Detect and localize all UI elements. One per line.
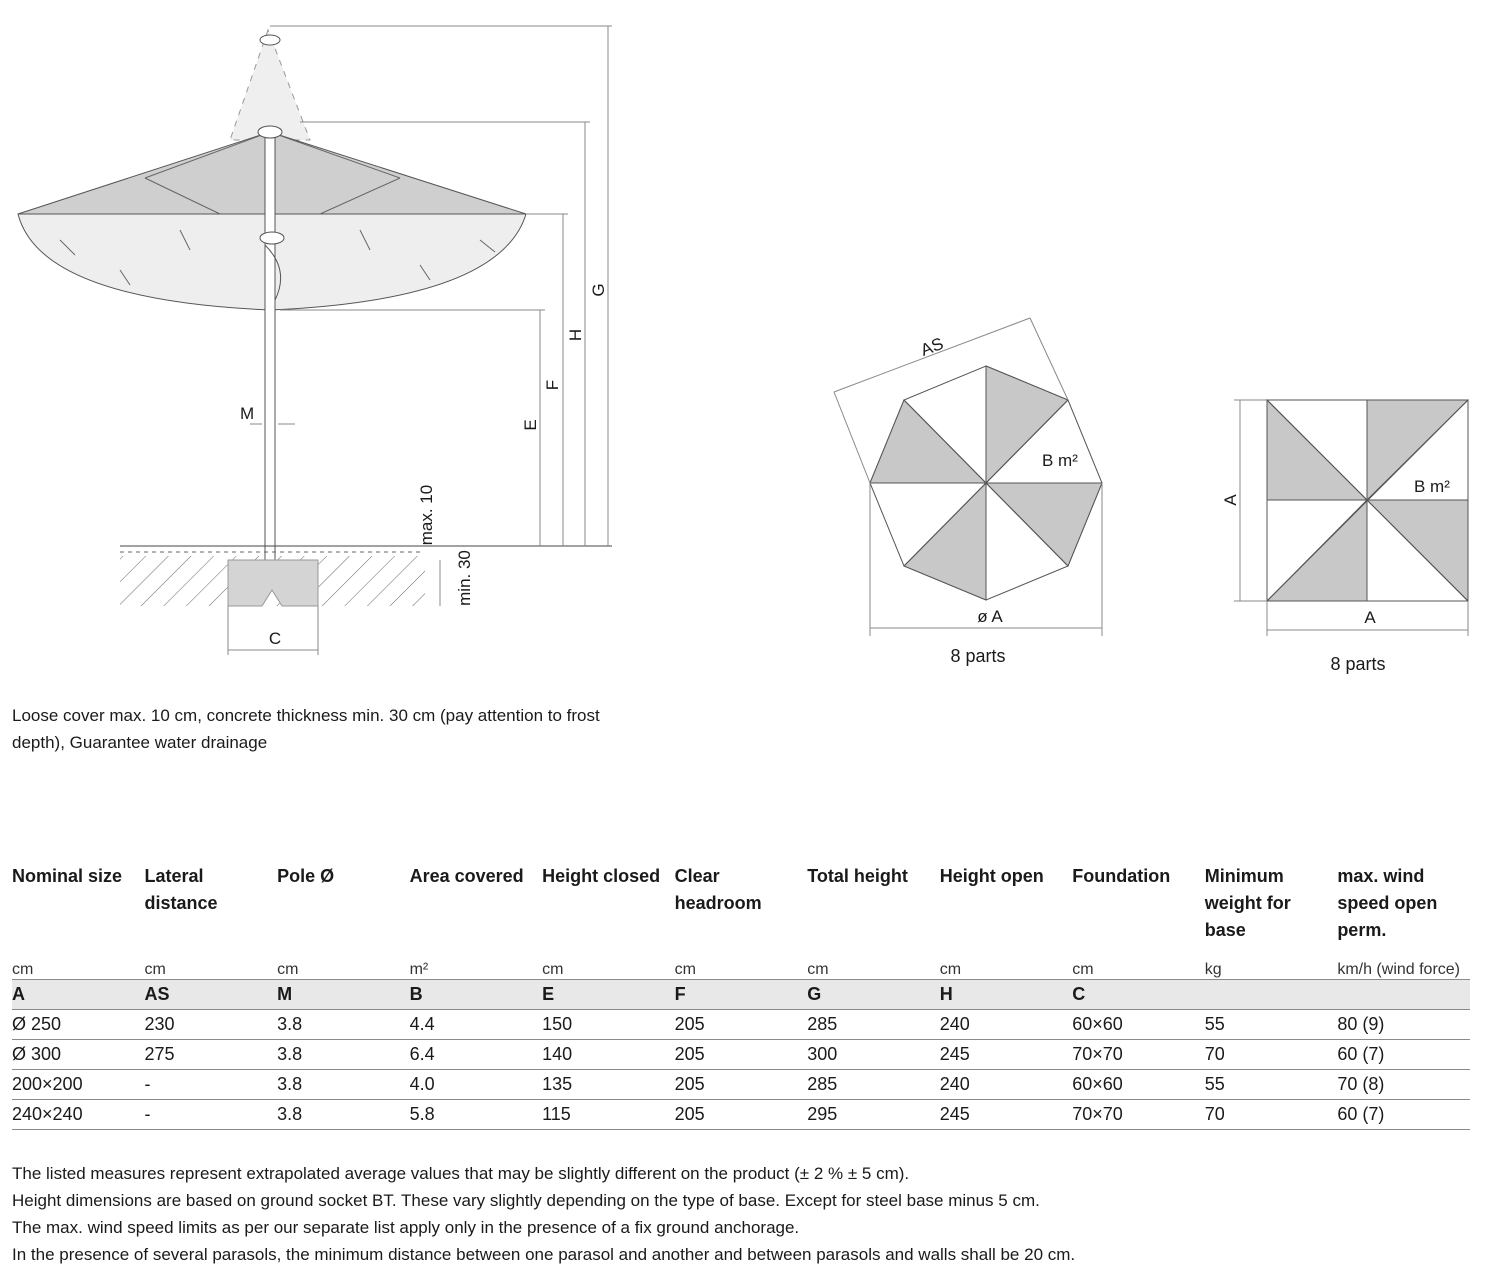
table-cell: 205 (675, 1100, 808, 1130)
table-cell: Ø 300 (12, 1040, 145, 1070)
square-canopy-plan (1234, 400, 1468, 636)
column-header: Nominal size (12, 866, 123, 886)
table-cell: 70 (8) (1337, 1070, 1470, 1100)
unit-cell: cm (277, 961, 299, 978)
unit-cell: cm (807, 961, 829, 978)
footnote: The max. wind speed limits as per our separate list apply only in the presence of a fix ground anchorage. (12, 1218, 800, 1237)
code-cell: B (410, 980, 543, 1010)
dim-label-m: M (240, 404, 255, 423)
code-cell: C (1072, 980, 1205, 1010)
column-header: Total height (807, 866, 908, 886)
unit-cell: cm (1072, 961, 1094, 978)
table-cell: 4.4 (410, 1010, 543, 1040)
table-cell: 60×60 (1072, 1070, 1205, 1100)
table-cell: 70×70 (1072, 1100, 1205, 1130)
unit-cell: cm (12, 961, 34, 978)
code-cell: G (807, 980, 940, 1010)
table-cell: 55 (1205, 1070, 1338, 1100)
table-cell: 3.8 (277, 1070, 410, 1100)
column-header: Lateral distance (144, 866, 218, 913)
code-cell: F (675, 980, 808, 1010)
table-cell: - (145, 1100, 278, 1130)
footnotes (12, 1160, 1075, 1268)
table-cell: 55 (1205, 1010, 1338, 1040)
unit-cell: cm (542, 961, 564, 978)
table-cell: 140 (542, 1040, 675, 1070)
column-header: Height open (939, 866, 1044, 886)
label-a-vertical: A (1221, 494, 1240, 506)
table-cell: 245 (940, 1040, 1073, 1070)
dim-label-g: G (589, 283, 608, 297)
column-header: Area covered (409, 866, 524, 886)
code-cell: E (542, 980, 675, 1010)
table-cell: 240 (940, 1010, 1073, 1040)
table-cell: 240×240 (12, 1100, 145, 1130)
table-header-row (12, 863, 1470, 949)
table-cell: 205 (675, 1070, 808, 1100)
round-canopy-plan (834, 318, 1102, 636)
table-cell: 4.0 (410, 1070, 543, 1100)
unit-cell: kg (1204, 961, 1222, 978)
unit-cell: cm (144, 961, 166, 978)
label-area-round: B m² (1042, 451, 1078, 470)
table-cell: 5.8 (410, 1100, 543, 1130)
footnote: Height dimensions are based on ground socket BT. These vary slightly depending on the type of base. Except for steel base minus 5 cm. (12, 1191, 1040, 1210)
closed-canopy-ghost (230, 30, 310, 140)
table-cell: 3.8 (277, 1040, 410, 1070)
table-cell: 205 (675, 1040, 808, 1070)
pole (265, 128, 275, 588)
column-header: Height closed (542, 866, 661, 886)
unit-cell: km/h (wind force) (1337, 961, 1461, 978)
column-header: Foundation (1072, 866, 1171, 886)
footnote: The listed measures represent extrapolated average values that may be slightly different on the product (± 2 % ± 5 cm). (12, 1164, 910, 1183)
dim-label-max-cover: max. 10 (417, 484, 436, 546)
code-cell: AS (145, 980, 278, 1010)
code-cell: M (277, 980, 410, 1010)
unit-cell: m² (409, 961, 429, 978)
table-cell: 230 (145, 1010, 278, 1040)
label-a-horizontal: A (1364, 608, 1376, 627)
table-cell: 3.8 (277, 1010, 410, 1040)
table-row (12, 1100, 1470, 1130)
specification-table (12, 863, 1470, 1130)
unit-cell: cm (939, 961, 962, 978)
installation-note: Loose cover max. 10 cm, concrete thickness min. 30 cm (pay attention to frost depth), Guarantee water drainage (12, 706, 600, 752)
table-cell: 300 (807, 1040, 940, 1070)
label-parts-round: 8 parts (950, 646, 1006, 666)
column-header: Clear headroom (674, 866, 762, 913)
code-cell (1205, 980, 1338, 1010)
label-diameter: ø A (977, 607, 1003, 626)
table-cell: 245 (940, 1100, 1073, 1130)
dim-label-c: C (268, 629, 282, 648)
table-cell: 115 (542, 1100, 675, 1130)
dim-label-h: H (566, 328, 585, 342)
table-cell: 285 (807, 1070, 940, 1100)
table-units-row (12, 949, 1470, 980)
table-cell: 60 (7) (1337, 1040, 1470, 1070)
table-codes-row (12, 980, 1470, 1010)
dim-label-e: E (521, 419, 540, 431)
table-cell: 285 (807, 1010, 940, 1040)
label-as: AS (918, 333, 947, 360)
table-cell: 275 (145, 1040, 278, 1070)
table-cell: 200×200 (12, 1070, 145, 1100)
table-cell: 80 (9) (1337, 1010, 1470, 1040)
table-cell: 135 (542, 1070, 675, 1100)
table-cell: 60×60 (1072, 1010, 1205, 1040)
dim-label-min-concrete: min. 30 (455, 550, 474, 606)
parasol-side-view (18, 26, 612, 655)
label-parts-square: 8 parts (1330, 654, 1386, 674)
table-row (12, 1040, 1470, 1070)
code-cell (1337, 980, 1470, 1010)
table-cell: 150 (542, 1010, 675, 1040)
table-cell: 295 (807, 1100, 940, 1130)
column-header: max. wind speed open perm. (1337, 866, 1438, 940)
table-row (12, 1010, 1470, 1040)
footnote: In the presence of several parasols, the minimum distance between one parasol and another and between parasols and walls shall be 20 cm. (12, 1245, 1076, 1264)
table-cell: 205 (675, 1010, 808, 1040)
column-header: Minimum weight for base (1204, 866, 1291, 940)
code-cell: A (12, 980, 145, 1010)
table-row (12, 1070, 1470, 1100)
table-cell: 60 (7) (1337, 1100, 1470, 1130)
table-cell: - (145, 1070, 278, 1100)
table-cell: 240 (940, 1070, 1073, 1100)
unit-cell: cm (674, 961, 696, 978)
table-cell: Ø 250 (12, 1010, 145, 1040)
column-header: Pole Ø (277, 866, 335, 886)
dim-label-f: F (543, 379, 562, 391)
table-cell: 70 (1205, 1100, 1338, 1130)
table-cell: 6.4 (410, 1040, 543, 1070)
label-area-square: B m² (1414, 477, 1450, 496)
code-cell: H (940, 980, 1073, 1010)
table-cell: 3.8 (277, 1100, 410, 1130)
table-cell: 70×70 (1072, 1040, 1205, 1070)
table-cell: 70 (1205, 1040, 1338, 1070)
